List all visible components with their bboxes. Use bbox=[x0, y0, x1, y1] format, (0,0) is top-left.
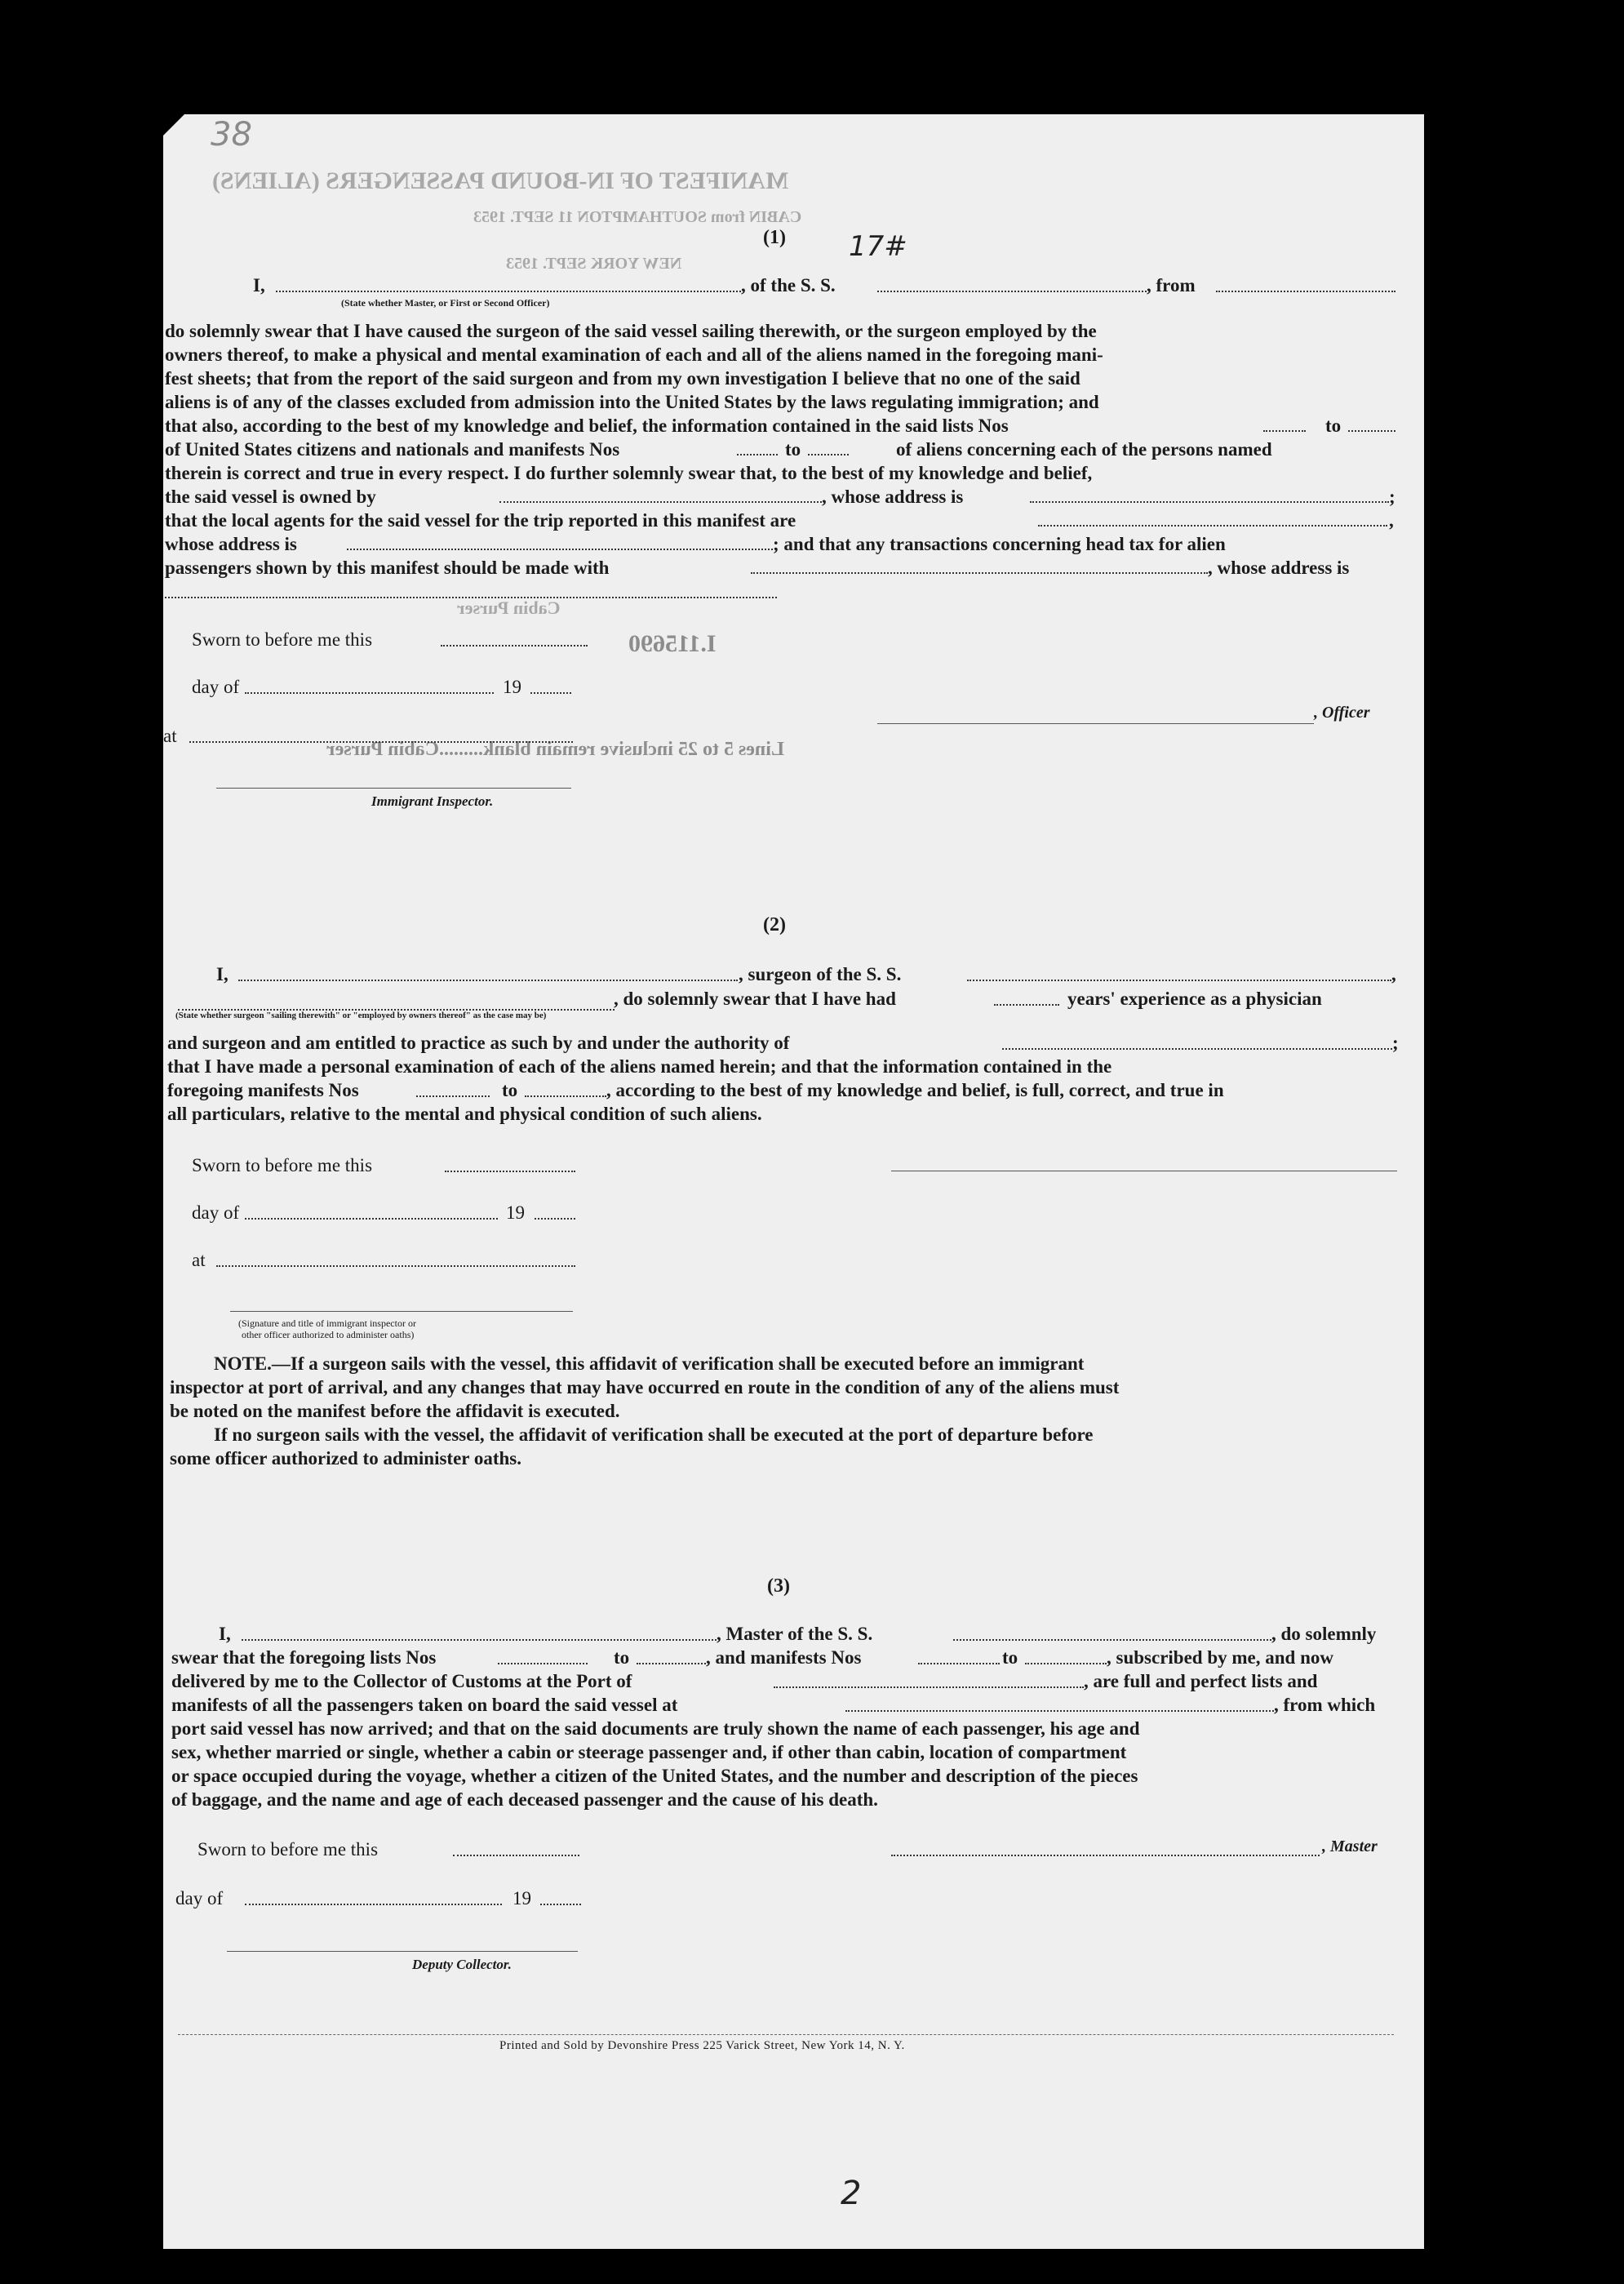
section-3-from-which: , from which bbox=[1274, 1695, 1376, 1715]
bleed-through-line: Lines 5 to 25 inclusive remain blank.........Cabin Purser bbox=[326, 739, 784, 760]
section-1-body-line: that the local agents for the said vessel for the trip reported in this manifest are bbox=[165, 510, 796, 531]
master-label: , Master bbox=[1322, 1837, 1378, 1855]
section-1-body-line: the said vessel is owned by bbox=[165, 487, 376, 507]
note-line: NOTE.—If a surgeon sails with the vessel, this affidavit of verification shall be executed before an immigrant bbox=[214, 1353, 1085, 1374]
section-2-comma: , bbox=[1391, 964, 1396, 984]
punch-hole bbox=[1433, 1631, 1475, 1673]
blank-field[interactable] bbox=[189, 741, 573, 743]
blank-field[interactable] bbox=[845, 1710, 1274, 1712]
section-2-body-line: that I have made a personal examination of each of the aliens named herein; and that the information contained in the bbox=[167, 1056, 1112, 1077]
section-3-master-of-ss: , Master of the S. S. bbox=[717, 1624, 873, 1644]
section-1-transactions: ; and that any transactions concerning head tax for alien bbox=[773, 534, 1226, 554]
section-1-body-line: passengers shown by this manifest should be made with bbox=[165, 558, 610, 578]
handwritten-note-top-right: 17# bbox=[849, 230, 907, 263]
section-2-semicolon: ; bbox=[1392, 1033, 1399, 1053]
section-3-body-line: manifests of all the passengers taken on board the said vessel at bbox=[171, 1695, 678, 1715]
section-2-i: I, bbox=[216, 964, 229, 984]
section-1-comma: , bbox=[1389, 510, 1394, 531]
blank-field[interactable] bbox=[245, 1218, 498, 1220]
section-3-and-manifests: , and manifests Nos bbox=[706, 1647, 862, 1668]
section-2-day-of-label: day of bbox=[192, 1202, 240, 1223]
section-1-line1 bbox=[253, 276, 265, 295]
section-3-do-solemnly: , do solemnly bbox=[1271, 1624, 1377, 1644]
note-line: be noted on the manifest before the affidavit is executed. bbox=[170, 1401, 620, 1421]
blank-field[interactable] bbox=[1216, 291, 1395, 292]
blank-field[interactable] bbox=[994, 1004, 1059, 1006]
blank-field[interactable] bbox=[967, 980, 1391, 981]
handwritten-number-top-left: 38 bbox=[211, 116, 252, 153]
section-1-body-line: that also, according to the best of my knowledge and belief, the information contained in the said lists Nos bbox=[165, 415, 1009, 436]
section-3-to: to bbox=[1002, 1647, 1018, 1668]
section-1-body-line: do solemnly swear that I have caused the surgeon of the said vessel sailing therewith, or the surgeon employed by the bbox=[165, 321, 1097, 341]
section-1-body-line: whose address is bbox=[165, 534, 297, 554]
blank-field[interactable] bbox=[245, 692, 494, 694]
deputy-collector-label: Deputy Collector. bbox=[412, 1957, 512, 1972]
blank-field[interactable] bbox=[347, 549, 773, 550]
immigrant-inspector-label: Immigrant Inspector. bbox=[371, 793, 494, 809]
printer-imprint: Printed and Sold by Devonshire Press 225 Varick Street, New York 14, N. Y. bbox=[499, 2039, 905, 2052]
section-2-caption2: (Signature and title of immigrant inspector or bbox=[238, 1318, 416, 1329]
blank-field[interactable] bbox=[540, 1904, 581, 1905]
master-signature-line[interactable] bbox=[891, 1855, 1320, 1856]
note-line: If no surgeon sails with the vessel, the affidavit of verification shall be executed at the port of departure before bbox=[214, 1424, 1094, 1445]
blank-field[interactable] bbox=[535, 1218, 575, 1220]
blank-field[interactable] bbox=[737, 454, 778, 455]
blank-field[interactable] bbox=[499, 501, 822, 503]
punch-hole bbox=[1443, 320, 1485, 362]
signature-line bbox=[230, 1311, 573, 1312]
blank-field[interactable] bbox=[498, 1663, 588, 1664]
punch-hole bbox=[1430, 1512, 1472, 1554]
punch-hole bbox=[1435, 1159, 1477, 1202]
section-2-year: 19 bbox=[506, 1202, 525, 1223]
section-2-sworn-label: Sworn to before me this bbox=[192, 1155, 373, 1175]
section-2-surgeon-of-ss: , surgeon of the S. S. bbox=[739, 964, 902, 984]
section-1-whose-address-end: , whose address is bbox=[1208, 558, 1350, 578]
section-1-i: I, bbox=[253, 275, 265, 295]
punch-hole bbox=[1435, 793, 1477, 836]
section-3-body-line: swear that the foregoing lists Nos bbox=[171, 1647, 437, 1668]
footer-rule bbox=[178, 2034, 1394, 2035]
section-1-at-label: at bbox=[163, 726, 177, 746]
blank-field[interactable] bbox=[774, 1686, 1084, 1688]
blank-field[interactable] bbox=[445, 1171, 575, 1172]
punch-hole bbox=[1435, 668, 1477, 710]
section-3-subscribed: , subscribed by me, and now bbox=[1107, 1647, 1333, 1668]
blank-field[interactable] bbox=[1002, 1048, 1392, 1050]
section-1-to: to bbox=[785, 439, 801, 460]
section-3-number: (3) bbox=[767, 1575, 790, 1597]
section-1-caption: (State whether Master, or First or Second Officer) bbox=[341, 297, 550, 309]
officer-label: , Officer bbox=[1314, 704, 1370, 722]
section-1-day-of-label: day of bbox=[192, 677, 240, 697]
blank-field[interactable] bbox=[416, 1095, 490, 1097]
blank-field[interactable] bbox=[525, 1095, 606, 1097]
blank-field[interactable] bbox=[637, 1663, 706, 1664]
section-2-number: (2) bbox=[763, 914, 786, 935]
section-1-sworn-label: Sworn to before me this bbox=[192, 629, 373, 650]
signature-line bbox=[227, 1951, 578, 1952]
bleed-through-header: MANIFEST OF IN-BOUND PASSENGERS (ALIENS) bbox=[212, 167, 789, 194]
section-1-body-line: owners thereof, to make a physical and mental examination of each and all of the aliens named in the foregoing mani- bbox=[165, 344, 1103, 365]
blank-field[interactable] bbox=[918, 1663, 1000, 1664]
section-1-from: , from bbox=[1147, 275, 1196, 295]
section-1-whose-address: , whose address is bbox=[822, 487, 964, 507]
blank-field[interactable] bbox=[165, 597, 777, 598]
blank-field[interactable] bbox=[877, 291, 1147, 292]
handwritten-number-bottom: 2 bbox=[841, 2175, 862, 2212]
section-2-to: to bbox=[502, 1080, 518, 1100]
blank-field[interactable] bbox=[276, 291, 741, 292]
section-1-year: 19 bbox=[503, 677, 521, 697]
blank-field[interactable] bbox=[453, 1855, 579, 1856]
note-line: some officer authorized to administer oaths. bbox=[170, 1448, 521, 1469]
blank-field[interactable] bbox=[1348, 430, 1395, 432]
blank-field[interactable] bbox=[1030, 501, 1389, 503]
section-2-at-label: at bbox=[192, 1250, 206, 1270]
blank-field[interactable] bbox=[1263, 430, 1306, 432]
blank-field[interactable] bbox=[238, 980, 738, 981]
section-1-of-ss: , of the S. S. bbox=[741, 275, 836, 295]
section-2-body-line: foregoing manifests Nos bbox=[167, 1080, 359, 1100]
section-2-according: , according to the best of my knowledge and belief, is full, correct, and true in bbox=[606, 1080, 1224, 1100]
bleed-through-line: Cabin Purser bbox=[457, 598, 561, 618]
blank-field[interactable] bbox=[242, 1639, 717, 1641]
blank-field[interactable] bbox=[245, 1904, 502, 1905]
blank-field[interactable] bbox=[530, 692, 571, 694]
section-3-full-perfect: , are full and perfect lists and bbox=[1084, 1671, 1318, 1691]
blank-field[interactable] bbox=[216, 1265, 575, 1267]
section-1-semicolon: ; bbox=[1389, 487, 1395, 507]
section-1-body-line: fest sheets; that from the report of the said surgeon and from my own investigation I believe that no one of the said bbox=[165, 368, 1080, 389]
section-3-sworn-label: Sworn to before me this bbox=[197, 1839, 379, 1860]
blank-field[interactable] bbox=[1025, 1663, 1107, 1664]
section-3-day-of-label: day of bbox=[175, 1888, 224, 1909]
bleed-through-line: I.115690 bbox=[628, 630, 717, 657]
section-1-of-aliens: of aliens concerning each of the persons named bbox=[896, 439, 1272, 460]
section-3-body-line: of baggage, and the name and age of each deceased passenger and the cause of his death. bbox=[171, 1789, 878, 1810]
officer-signature-line[interactable] bbox=[877, 723, 1314, 724]
section-2-caption2: other officer authorized to administer oaths) bbox=[242, 1329, 415, 1340]
section-2-body-line: all particulars, relative to the mental and physical condition of such aliens. bbox=[167, 1104, 762, 1124]
section-3-body-line: sex, whether married or single, whether a cabin or steerage passenger and, if other than cabin, location of compartment bbox=[171, 1742, 1127, 1762]
section-1-number: (1) bbox=[763, 227, 786, 248]
section-3-body-line: or space occupied during the voyage, whether a citizen of the United States, and the number and description of the pieces bbox=[171, 1766, 1138, 1786]
section-2-caption: (State whether surgeon "sailing therewith" or "employed by owners thereof" as the case may be) bbox=[175, 1011, 547, 1020]
section-1-body-line: therein is correct and true in every respect. I do further solemnly swear that, to the best of my knowledge and belief, bbox=[165, 463, 1093, 483]
section-1-to: to bbox=[1325, 415, 1342, 436]
bleed-through-line: CABIN from SOUTHAMPTON 11 SEPT. 1953 bbox=[473, 208, 802, 226]
section-2-line2-end: years' experience as a physician bbox=[1067, 989, 1322, 1009]
punch-hole bbox=[1435, 278, 1477, 320]
blank-field[interactable] bbox=[1038, 525, 1387, 527]
blank-field[interactable] bbox=[441, 645, 588, 647]
bleed-through-line: NEW YORK SEPT. 1953 bbox=[506, 255, 682, 273]
signature-line bbox=[216, 788, 571, 789]
section-3-to: to bbox=[614, 1647, 630, 1668]
section-2-line2: , do solemnly swear that I have had bbox=[614, 989, 896, 1009]
section-3-i: I, bbox=[219, 1624, 231, 1644]
punch-hole bbox=[1448, 2016, 1490, 2059]
section-3-body-line: delivered by me to the Collector of Customs at the Port of bbox=[171, 1671, 632, 1691]
blank-field[interactable] bbox=[953, 1639, 1271, 1641]
section-2-body-line: and surgeon and am entitled to practice as such by and under the authority of bbox=[167, 1033, 790, 1053]
section-1-body-line: aliens is of any of the classes excluded from admission into the United States by the laws regulating immigration; and bbox=[165, 392, 1099, 412]
blank-field[interactable] bbox=[751, 572, 1208, 574]
section-1-body-line: of United States citizens and nationals and manifests Nos bbox=[165, 439, 620, 460]
blank-field[interactable] bbox=[808, 454, 849, 455]
section-3-year: 19 bbox=[512, 1888, 531, 1909]
note-line: inspector at port of arrival, and any changes that may have occurred en route in the condition of any of the aliens must bbox=[170, 1377, 1120, 1398]
section-3-body-line: port said vessel has now arrived; and that on the said documents are truly shown the name of each passenger, his age and bbox=[171, 1718, 1140, 1739]
